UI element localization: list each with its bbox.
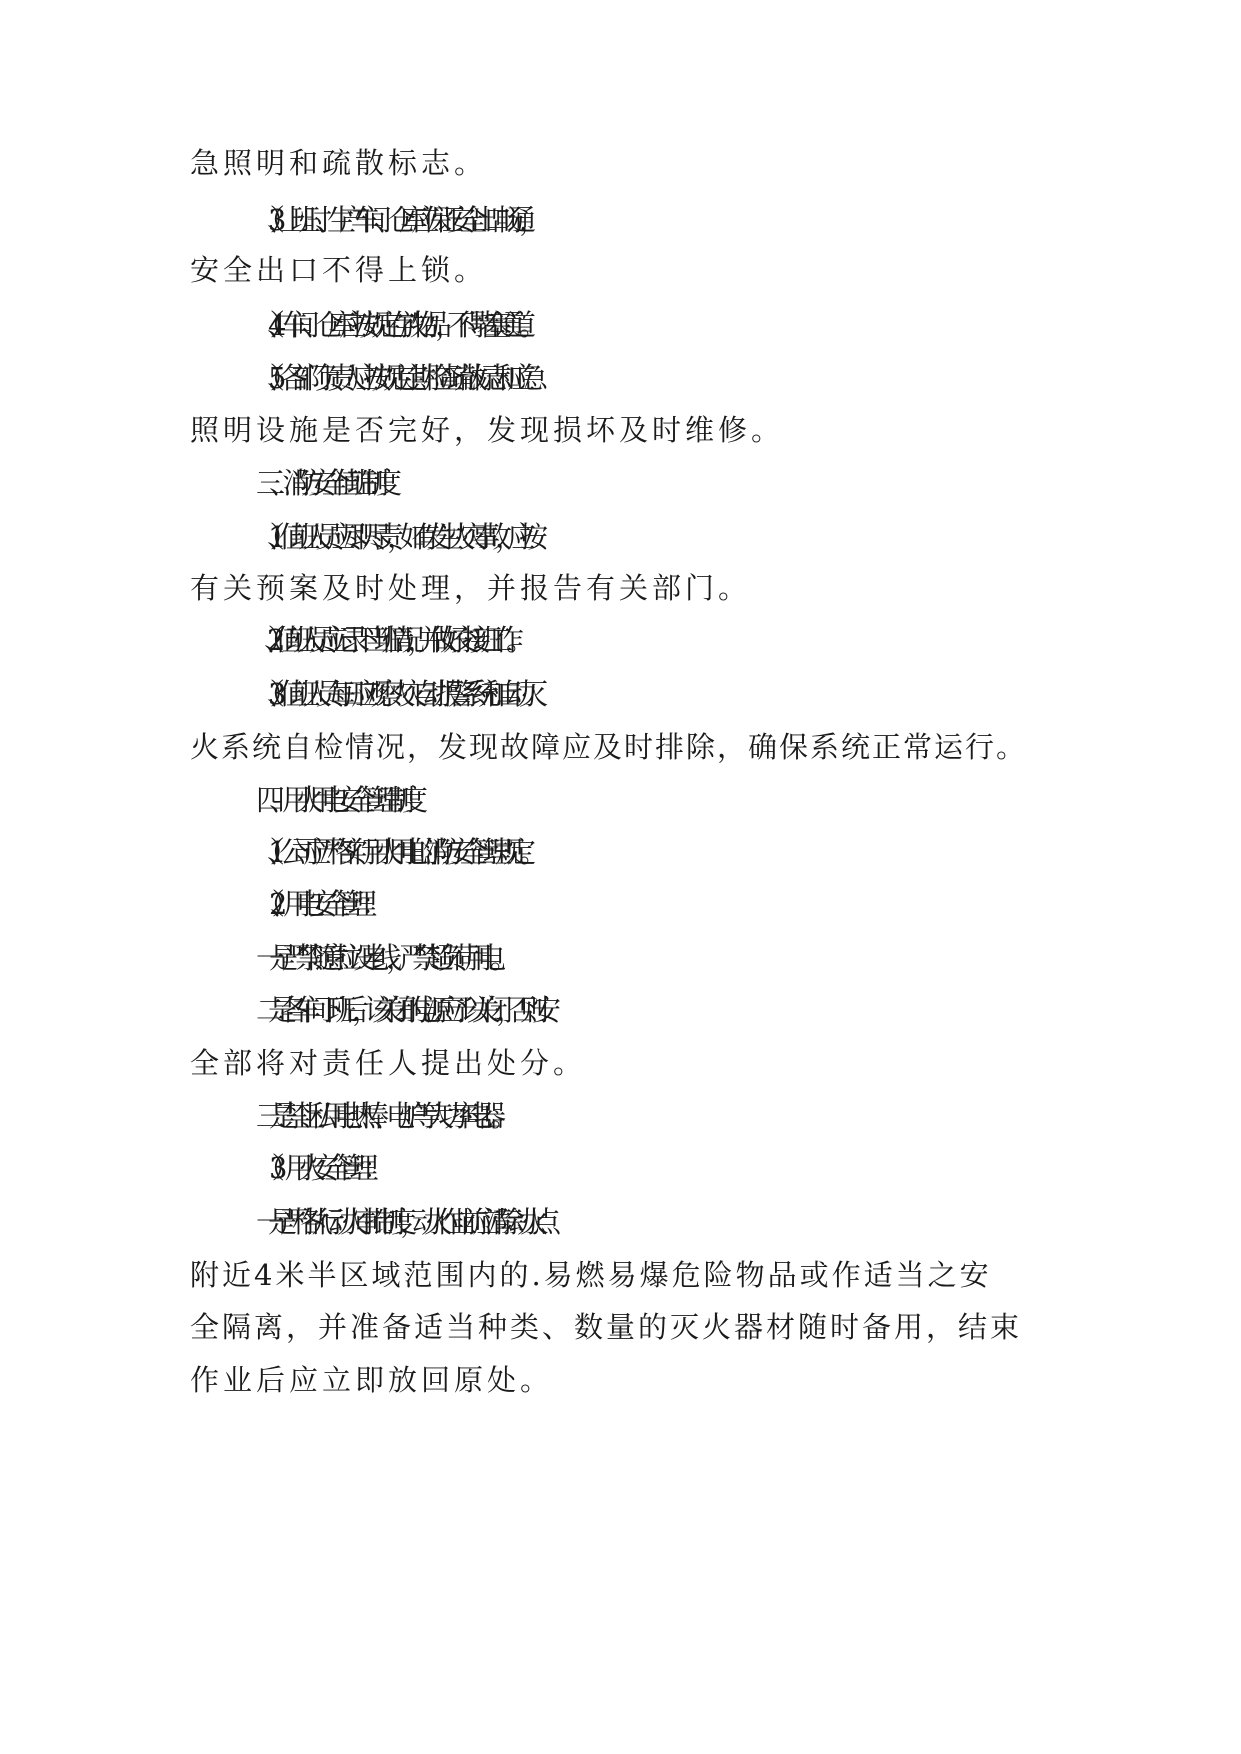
text-line: （1）、值班人员应尽职尽责，如有发生火灾事故，应按 (256, 520, 531, 554)
text-line: 有关预案及时处理，并报告有关部门。 (190, 571, 752, 605)
text-line: （4）、车间、仓库应按规定存放物品，不得堵塞通道。 (256, 308, 531, 342)
section-heading: 三、消防安全值班制度 (256, 466, 387, 500)
text-line: 全隔离，并准备适当种类、数量的灭火器材随时备用，结束 (190, 1310, 1023, 1344)
text-line: 一是严禁随意拉设电线，严禁超负荷用电。 (256, 941, 504, 975)
text-line: （1）、公司应严格实行用火用电的消防安全管理规定。 (256, 835, 531, 869)
section-heading: 四、用火用电安全管理制度 (256, 783, 413, 817)
text-line: （2）、值班人员应记录下当班情况，并做好交接班工作。 (256, 623, 517, 657)
text-line: 照明设施是否完好，发现损坏及时维修。 (190, 413, 785, 447)
text-line: （2）、用电安全管理： (256, 887, 374, 921)
text-line: 二是各车间下班后，该关闭的电源应予以关闭，否则安 (256, 993, 545, 1027)
text-line: 作业后应立即放回原处。 (190, 1363, 554, 1397)
text-line: （3）用火安全管理： (256, 1151, 376, 1185)
text-line: 一是严格执行动火审批制度，动火作业前应清除动火点 (256, 1205, 545, 1239)
text-line: 三是禁止私用电热棒、电炉等大功率电器。 (256, 1099, 504, 1133)
text-line: 全部将对责任人提出处分。 (190, 1046, 587, 1080)
text-line: 火系统自检情况，发现故障应及时排除，确保系统正常运行。 (190, 730, 1028, 764)
text-line: 急照明和疏散标志。 (190, 146, 488, 180)
text-line: （3）、上班时、生产车间、仓库应保证安全出口畅通， (256, 203, 531, 237)
text-line: （5）、各部门负责人应按规定定期检查疏散标志和应急 (256, 361, 531, 395)
text-line: 附近4米半区域范围内的.易燃易爆危险物品或作适当之安 (190, 1258, 992, 1292)
text-line: （3）、值班人员每日应观察火灾自动报警系统和自动灭 (256, 677, 531, 711)
text-line: 安全出口不得上锁。 (190, 253, 488, 287)
